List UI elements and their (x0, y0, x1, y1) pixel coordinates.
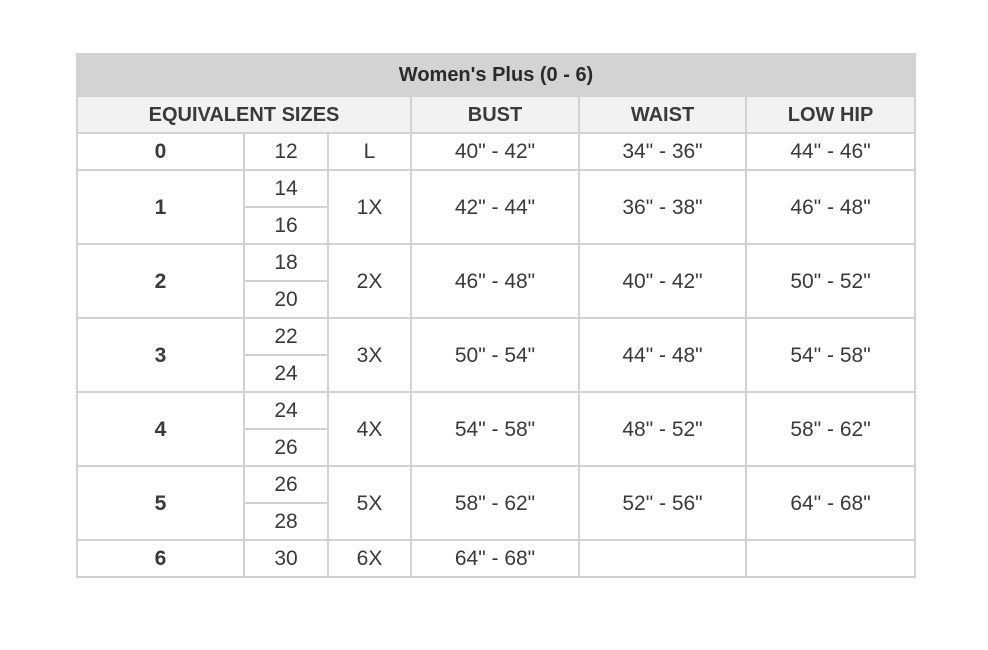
header-bust: BUST (411, 96, 579, 133)
header-low-hip: LOW HIP (746, 96, 915, 133)
numeric-size-cell: 14 (244, 170, 328, 207)
numeric-size-cell: 12 (244, 133, 328, 170)
bust-cell: 64" - 68" (411, 540, 579, 577)
bust-cell: 54" - 58" (411, 392, 579, 466)
low-hip-cell: 50" - 52" (746, 244, 915, 318)
header-waist: WAIST (579, 96, 746, 133)
table-row (77, 392, 915, 429)
numeric-size-cell: 22 (244, 318, 328, 355)
low-hip-cell (746, 540, 915, 577)
numeric-size-cell: 30 (244, 540, 328, 577)
table-row (77, 466, 915, 503)
letter-size-cell: 4X (328, 392, 411, 466)
low-hip-cell: 44" - 46" (746, 133, 915, 170)
table-row (77, 540, 915, 577)
numeric-size-cell: 28 (244, 503, 328, 540)
size-cell: 5 (77, 466, 244, 540)
size-cell: 4 (77, 392, 244, 466)
numeric-size-cell: 18 (244, 244, 328, 281)
bust-cell: 58" - 62" (411, 466, 579, 540)
header-row (77, 96, 915, 133)
waist-cell: 44" - 48" (579, 318, 746, 392)
size-chart-table (76, 53, 916, 578)
waist-cell: 52" - 56" (579, 466, 746, 540)
table-row (77, 133, 915, 170)
waist-cell (579, 540, 746, 577)
size-cell: 0 (77, 133, 244, 170)
title-row (77, 54, 915, 96)
bust-cell: 40" - 42" (411, 133, 579, 170)
table-row (77, 244, 915, 281)
size-cell: 2 (77, 244, 244, 318)
table-title: Women's Plus (0 - 6) (77, 54, 915, 96)
letter-size-cell: L (328, 133, 411, 170)
waist-cell: 48" - 52" (579, 392, 746, 466)
size-cell: 6 (77, 540, 244, 577)
letter-size-cell: 2X (328, 244, 411, 318)
size-cell: 3 (77, 318, 244, 392)
numeric-size-cell: 26 (244, 466, 328, 503)
numeric-size-cell: 16 (244, 207, 328, 244)
letter-size-cell: 5X (328, 466, 411, 540)
bust-cell: 46" - 48" (411, 244, 579, 318)
bust-cell: 42" - 44" (411, 170, 579, 244)
size-cell: 1 (77, 170, 244, 244)
table-row (77, 170, 915, 207)
low-hip-cell: 46" - 48" (746, 170, 915, 244)
waist-cell: 36" - 38" (579, 170, 746, 244)
waist-cell: 40" - 42" (579, 244, 746, 318)
letter-size-cell: 6X (328, 540, 411, 577)
bust-cell: 50" - 54" (411, 318, 579, 392)
table-row (77, 318, 915, 355)
letter-size-cell: 1X (328, 170, 411, 244)
numeric-size-cell: 26 (244, 429, 328, 466)
header-equivalent-sizes: EQUIVALENT SIZES (77, 96, 411, 133)
low-hip-cell: 54" - 58" (746, 318, 915, 392)
letter-size-cell: 3X (328, 318, 411, 392)
low-hip-cell: 64" - 68" (746, 466, 915, 540)
low-hip-cell: 58" - 62" (746, 392, 915, 466)
numeric-size-cell: 20 (244, 281, 328, 318)
waist-cell: 34" - 36" (579, 133, 746, 170)
numeric-size-cell: 24 (244, 355, 328, 392)
numeric-size-cell: 24 (244, 392, 328, 429)
